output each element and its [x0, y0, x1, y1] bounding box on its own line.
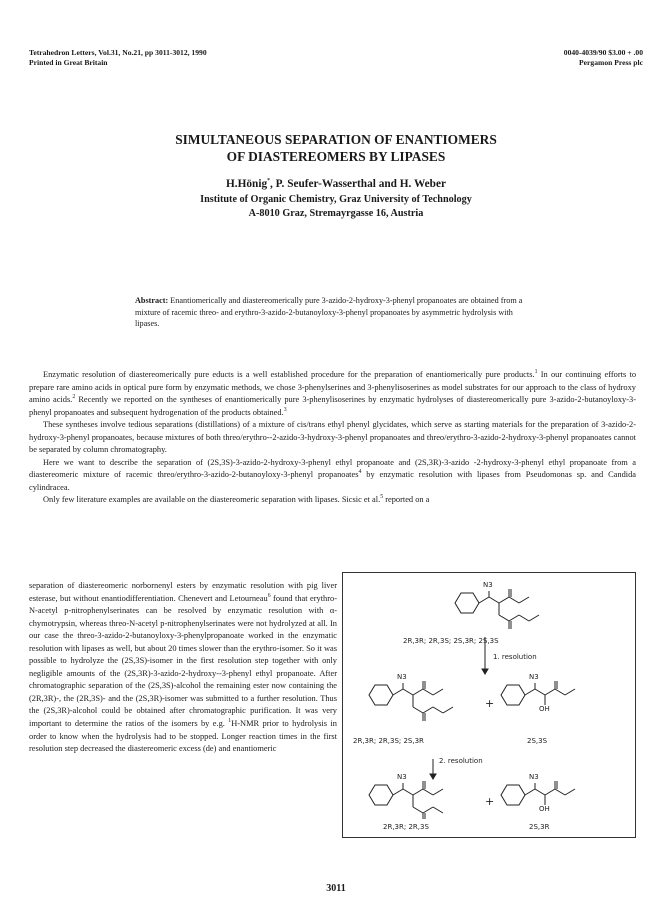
affiliation-line-1: Institute of Organic Chemistry, Graz University of Technology [200, 194, 472, 205]
issn-price: 0040-4039/90 $3.00 + .00 [563, 48, 643, 57]
molecule-row1-ester [455, 589, 539, 629]
other-authors: , P. Seufer-Wasserthal and H. Weber [270, 178, 446, 190]
p3-text-b: by enzymatic resolution with lipases from Pseudomonas sp. and Candida cylindracea. [29, 470, 636, 492]
p4-text-a: Only few literature examples are available on the diastereomeric separation with lipases. Sicsic et al. [43, 495, 381, 505]
molecule-row3-ester [369, 781, 443, 819]
ref-3: 3 [283, 406, 287, 413]
ref-6: 6 [267, 592, 271, 599]
paragraph-2: These syntheses involve tedious separations (distillations) of a mixture of cis/trans ethyl phenyl glycidates, which serve as starting materials for the preparation of 3-azido-2-hydroxy-3-phenyl propanoates, because mixtures of both threo/erythro--2-azido-3-hydroxy-3-phenyl propanoates and threo/erythro-3-azido-2-hydroxy-3-phenyl propanoates cannot be separated by column chromatography. [29, 420, 636, 455]
lc-text-c: H-NMR prior to hydrolysis in order to know when the hydrolysis had to be stopped. Longer reaction times in the first resolution step decreased the diastereomeric excess (de) and enantiomeric [29, 719, 337, 754]
journal-header-left [29, 48, 207, 68]
row3-left-stereo-label: 2R,3R; 2R,3S [383, 823, 429, 831]
page-number: 3011 [326, 883, 346, 894]
molecule-row2-ester [369, 681, 453, 721]
ref-4: 4 [358, 469, 362, 476]
p3-text-a: Here we want to describe the separation of (2S,3S)-3-azido-2-hydroxy-3-phenyl ethyl propanoate and (2S,3R)-3-azido -2-hydroxy-3-phenyl ethyl propanoate from a diastereomeric mixture of racemic threo/erythro-3-azido-2-butanoyloxy-3-phenyl propanoates [29, 457, 636, 480]
ref-5: 5 [380, 494, 384, 501]
row2-left-stereo-label: 2R,3R; 2R,3S; 2S,3R [353, 737, 424, 745]
paragraph-4 [29, 494, 636, 507]
journal-header-right [564, 48, 643, 68]
reaction-scheme [342, 572, 636, 838]
azide-label-row3-left: N3 [397, 773, 407, 781]
paper-title [0, 131, 672, 165]
lc-text-a: separation of diastereomeric norbornenyl esters by enzymatic resolution with pig liver esterase, but without enantiodifferentiation. Chenevert and Letourneau [29, 581, 337, 603]
printed-in: Printed in Great Britain [29, 58, 108, 67]
row1-stereo-label: 2R,3R; 2R,3S; 2S,3R; 2S,3S [403, 637, 499, 645]
corresponding-mark: * [267, 178, 271, 185]
abstract [135, 295, 535, 330]
paragraph-3 [29, 457, 636, 495]
author-1: H.Hönig [226, 178, 268, 190]
paragraph-1 [29, 369, 636, 419]
row2-right-stereo-label: 2S,3S [527, 737, 548, 745]
p4-text-b: reported on a [383, 495, 430, 505]
journal-citation: Tetrahedron Letters, Vol.31, No.21, pp 3011-3012, 1990 [29, 48, 207, 57]
plus-sign-row3: + [485, 795, 495, 808]
azide-label-row1: N3 [483, 581, 493, 589]
ref-1: 1 [534, 369, 538, 376]
azide-label-row2-left: N3 [397, 673, 407, 681]
body-text [29, 369, 636, 507]
molecule-row3-alcohol [501, 781, 575, 805]
azide-label-row2-right: N3 [529, 673, 539, 681]
step1-label: 1. resolution [493, 653, 537, 661]
ref-2: 2 [72, 394, 76, 401]
nmr-superscript: 1 [228, 718, 232, 725]
p1-text-b: In our continuing efforts to prepare rare amino acids in optical pure form by enzymatic methods, we chose 3-phenylserines and 3-phenylisoserines as model substrates for our approach to the class of hydroxy amino acids. [29, 370, 637, 405]
left-column-text [29, 580, 337, 756]
hydroxy-label-row2: OH [539, 705, 550, 713]
author-list [0, 178, 672, 191]
hydroxy-label-row3: OH [539, 805, 550, 813]
title-line-1: SIMULTANEOUS SEPARATION OF ENANTIOMERS [175, 132, 497, 147]
affiliation-line-2: A-8010 Graz, Stremayrgasse 16, Austria [248, 207, 424, 219]
title-line-2: OF DIASTEREOMERS BY LIPASES [226, 149, 446, 164]
molecule-row2-alcohol [501, 681, 575, 705]
azide-label-row3-right: N3 [529, 773, 539, 781]
p1-text-a: Enzymatic resolution of diastereomerically pure educts is a well established procedure for the preparation of enantiomerically pure products. [43, 370, 535, 379]
plus-sign-row2: + [485, 697, 495, 710]
lc-text-b: found that erythro-N-acetyl p-nitrophenylserinates can be resolved by enzymatic resolution with α-chymotrypsin, whereas threo-N-acetyl p-nitrophenylserinates were not hydrolyzed at all. In our case the threo-3-azido-2-butanoyloxy-3-phenylpropanoate worked in the enzymatic resolution with lipases as well, but about 20 times slower than the erythro-isomer. So it was possible to hydrolyze the (2S,3S)-isomer in the first resolution step together with only negligible amounts of the (2S,3R)-3-azido-2-hydroxy--3-phenyl ethyl propanoate. After chromatographic separation of the (2S,3S)-alcohol the remaining ester now containing the (2R,3R)-, the (2R,3S)- and the (2S,3R)-isomer was submitted to a further resolution. Thus the (2S,3R)-alcohol could be obtained after chromatographic purification. It was very important to determine the ratios of the isomers by e.g. [29, 593, 337, 729]
abstract-text: Enantiomerically and diastereomerically pure 3-azido-2-hydroxy-3-phenyl propanoates are obtained from a mixture of racemic threo- and erythro-3-azido-2-butanoyloxy-3-phenyl propanoates by asymmetric hydrolysis with lipases. [135, 296, 523, 329]
publisher: Pergamon Press plc [579, 58, 643, 67]
p1-text-c: Recently we reported on the syntheses of enantiomerically pure 3-phenylisoserines by enzymatic hydrolyses of diastereomerically pure 3-azido-2-butanoyloxy-3-phenyl propanoates and subsequent hydrogenation of the products obtained. [29, 395, 636, 417]
abstract-label: Abstract: [135, 296, 169, 305]
left-column-paragraph [29, 580, 337, 756]
affiliation [0, 193, 672, 220]
row3-right-stereo-label: 2S,3R [529, 823, 550, 831]
step2-label: 2. resolution [439, 757, 483, 765]
